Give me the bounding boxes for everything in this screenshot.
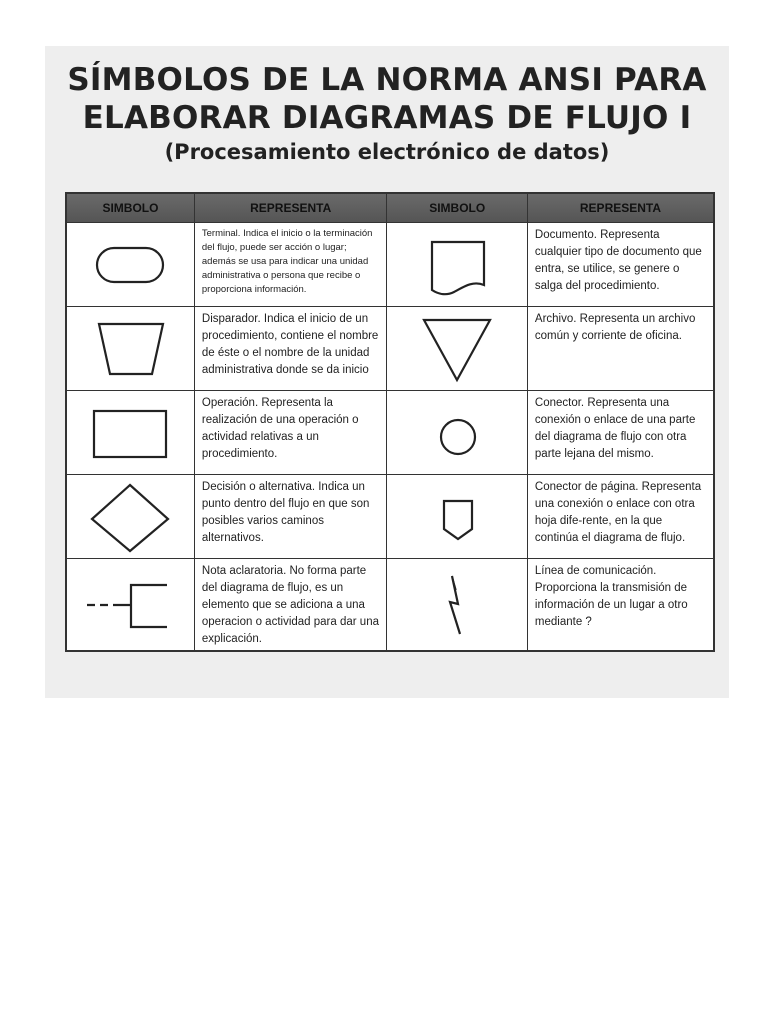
- description-cell: Documento. Representa cualquier tipo de documento que entra, se utilice, se genere o salga del procedimiento.: [527, 223, 714, 307]
- description-cell: Nota aclaratoria. No forma parte del diagrama de flujo, es un elemento que se adiciona a una operacion o actividad para dar una explicación.: [194, 559, 387, 652]
- symbol-cell: [387, 475, 527, 559]
- connector-circle-icon: [412, 403, 502, 463]
- table-row: [66, 391, 714, 475]
- table-header-row: [66, 193, 714, 223]
- symbols-table: [65, 192, 715, 652]
- annotation-bracket-icon: [75, 575, 185, 635]
- communication-line-icon: [412, 568, 502, 642]
- symbol-cell: [387, 559, 527, 652]
- description-cell: Operación. Representa la realización de una operación o actividad relativas a un procedimiento.: [194, 391, 387, 475]
- column-header-symbol-right: SIMBOLO: [387, 193, 527, 223]
- symbol-cell: [66, 307, 194, 391]
- symbol-cell: [66, 559, 194, 652]
- document-panel: [45, 46, 729, 698]
- page-title-line-1: SÍMBOLOS DE LA NORMA ANSI PARA: [67, 62, 707, 98]
- description-cell: Disparador. Indica el inicio de un procedimiento, contiene el nombre de éste o el nombre de la unidad administrativa donde se da inicio: [194, 307, 387, 391]
- column-header-represents-right: REPRESENTA: [527, 193, 714, 223]
- table-row: [66, 307, 714, 391]
- decision-diamond-icon: [82, 479, 178, 555]
- trigger-trapezoid-icon: [85, 314, 175, 384]
- symbol-cell: [66, 391, 194, 475]
- description-cell: Terminal. Indica el inicio o la terminación del flujo, puede ser acción o lugar; además se usa para indicar una unidad administrativa o persona que recibe o proporciona información.: [194, 223, 387, 307]
- description-cell: Archivo. Representa un archivo común y corriente de oficina.: [527, 307, 714, 391]
- operation-rectangle-icon: [85, 401, 175, 465]
- column-header-represents-left: REPRESENTA: [194, 193, 387, 223]
- description-cell: Conector. Representa una conexión o enlace de una parte del diagrama de flujo con otra parte lejana del mismo.: [527, 391, 714, 475]
- column-header-symbol-left: SIMBOLO: [66, 193, 194, 223]
- symbol-cell: [66, 475, 194, 559]
- page-title-line-2: ELABORAR DIAGRAMAS DE FLUJO I: [82, 100, 692, 136]
- archive-triangle-icon: [412, 312, 502, 386]
- table-row: [66, 223, 714, 307]
- document-symbol-icon: [412, 230, 502, 300]
- description-cell: Conector de página. Representa una conexión o enlace con otra hoja dife-rente, en la que continúa el diagrama de flujo.: [527, 475, 714, 559]
- description-cell: Decisión o alternativa. Indica un punto dentro del flujo en que son posibles varios caminos alternativos.: [194, 475, 387, 559]
- page-subtitle: (Procesamiento electrónico de datos): [164, 140, 610, 164]
- symbol-cell: [387, 391, 527, 475]
- symbol-cell: [387, 223, 527, 307]
- table-row: [66, 559, 714, 652]
- description-cell: Línea de comunicación. Proporciona la transmisión de información de un lugar a otro mediante ?: [527, 559, 714, 652]
- table-row: [66, 475, 714, 559]
- symbol-cell: [387, 307, 527, 391]
- page-connector-icon: [412, 487, 502, 547]
- symbol-cell: [66, 223, 194, 307]
- terminal-symbol-icon: [85, 240, 175, 290]
